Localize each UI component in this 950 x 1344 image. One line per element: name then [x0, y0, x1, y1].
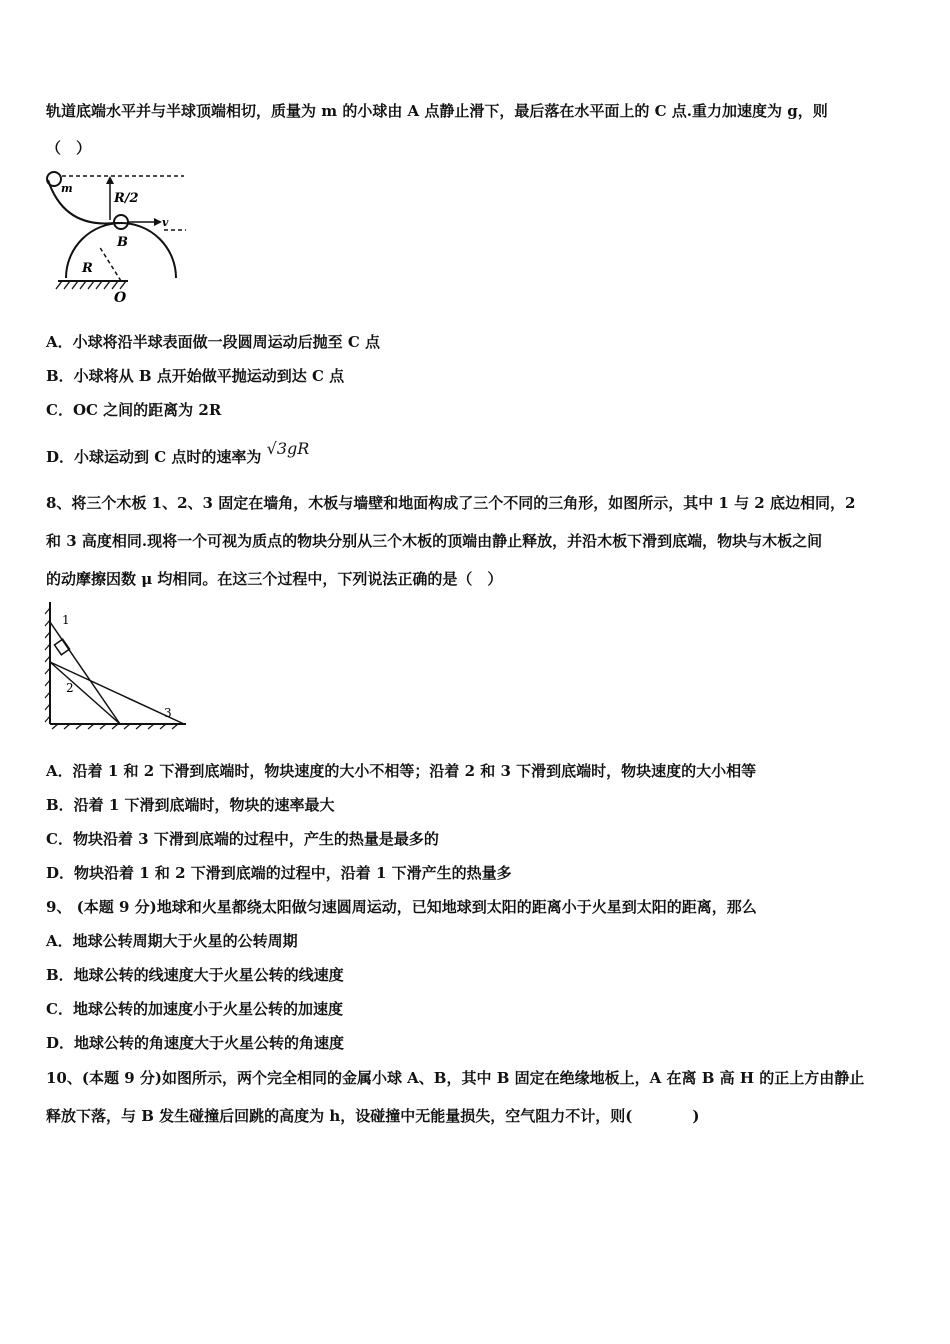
- q7-option-d-formula: √3gR: [266, 439, 310, 458]
- label-2: 2: [66, 681, 74, 695]
- block-icon: [54, 639, 69, 655]
- label-m: m: [61, 182, 73, 195]
- board-2: [50, 662, 120, 724]
- q9-option-d: D．地球公转的角速度大于火星公转的角速度: [46, 1034, 345, 1052]
- label-r: R: [82, 261, 93, 276]
- label-b: B: [117, 235, 128, 250]
- q8-stem-line3: 的动摩擦因数 μ 均相同。在这三个过程中，下列说法正确的是（ ）: [46, 570, 503, 588]
- q10-stem-line1: 10、(本题 9 分)如图所示，两个完全相同的金属小球 A、B，其中 B 固定在绝缘地板上，A 在离 B 高 H 的正上方由静止: [46, 1069, 865, 1087]
- q7-option-d: [46, 439, 310, 467]
- q8-stem-line1: 8、将三个木板 1、2、3 固定在墙角，木板与墙壁和地面构成了三个不同的三角形，如图所示，其中 1 与 2 底边相同，2: [46, 494, 856, 512]
- q8-option-c: C．物块沿着 3 下滑到底端的过程中，产生的热量是最多的: [46, 830, 439, 848]
- q8-option-d: D．物块沿着 1 和 2 下滑到底端的过程中，沿着 1 下滑产生的热量多: [46, 864, 512, 882]
- q7-stem-line1: 轨道底端水平并与半球顶端相切，质量为 m 的小球由 A 点静止滑下，最后落在水平面上的 C 点.重力加速度为 g，则: [46, 102, 828, 120]
- q7-option-d-text: D．小球运动到 C 点时的速率为: [46, 448, 262, 466]
- q9-stem: 9、 (本题 9 分)地球和火星都绕太阳做匀速圆周运动，已知地球到太阳的距离小于火星到太阳的距离，那么: [46, 898, 757, 916]
- label-1: 1: [62, 613, 70, 627]
- label-r2: R/2: [114, 191, 139, 206]
- q8-option-a: A．沿着 1 和 2 下滑到底端时，物块速度的大小不相等；沿着 2 和 3 下滑到底端时，物块速度的大小相等: [46, 762, 757, 780]
- label-o: O: [114, 290, 127, 306]
- label-3: 3: [164, 706, 172, 720]
- q9-option-a: A．地球公转周期大于火星的公转周期: [46, 932, 298, 950]
- q8-figure: [44, 600, 190, 730]
- q7-option-c: C．OC 之间的距离为 2R: [46, 401, 222, 419]
- q7-figure: [44, 168, 189, 306]
- q8-option-b: B．沿着 1 下滑到底端时，物块的速率最大: [46, 796, 335, 814]
- q7-option-b: B．小球将从 B 点开始做平抛运动到达 C 点: [46, 367, 345, 385]
- q7-option-a: A．小球将沿半球表面做一段圆周运动后抛至 C 点: [46, 333, 381, 351]
- q7-stem-line2: （ ）: [46, 139, 92, 157]
- q10-stem-line2: 释放下落，与 B 发生碰撞后回跳的高度为 h，设碰撞中无能量损失，空气阻力不计，则( ): [46, 1107, 700, 1125]
- q8-stem-line2: 和 3 高度相同.现将一个可视为质点的物块分别从三个木板的顶端由静止释放，并沿木板下滑到底端，物块与木板之间: [46, 532, 823, 550]
- q9-option-b: B．地球公转的线速度大于火星公转的线速度: [46, 966, 344, 984]
- board-1: [50, 622, 120, 724]
- track-curve: [48, 180, 122, 223]
- q9-option-c: C．地球公转的加速度小于火星公转的加速度: [46, 1000, 343, 1018]
- label-v: v: [162, 216, 169, 229]
